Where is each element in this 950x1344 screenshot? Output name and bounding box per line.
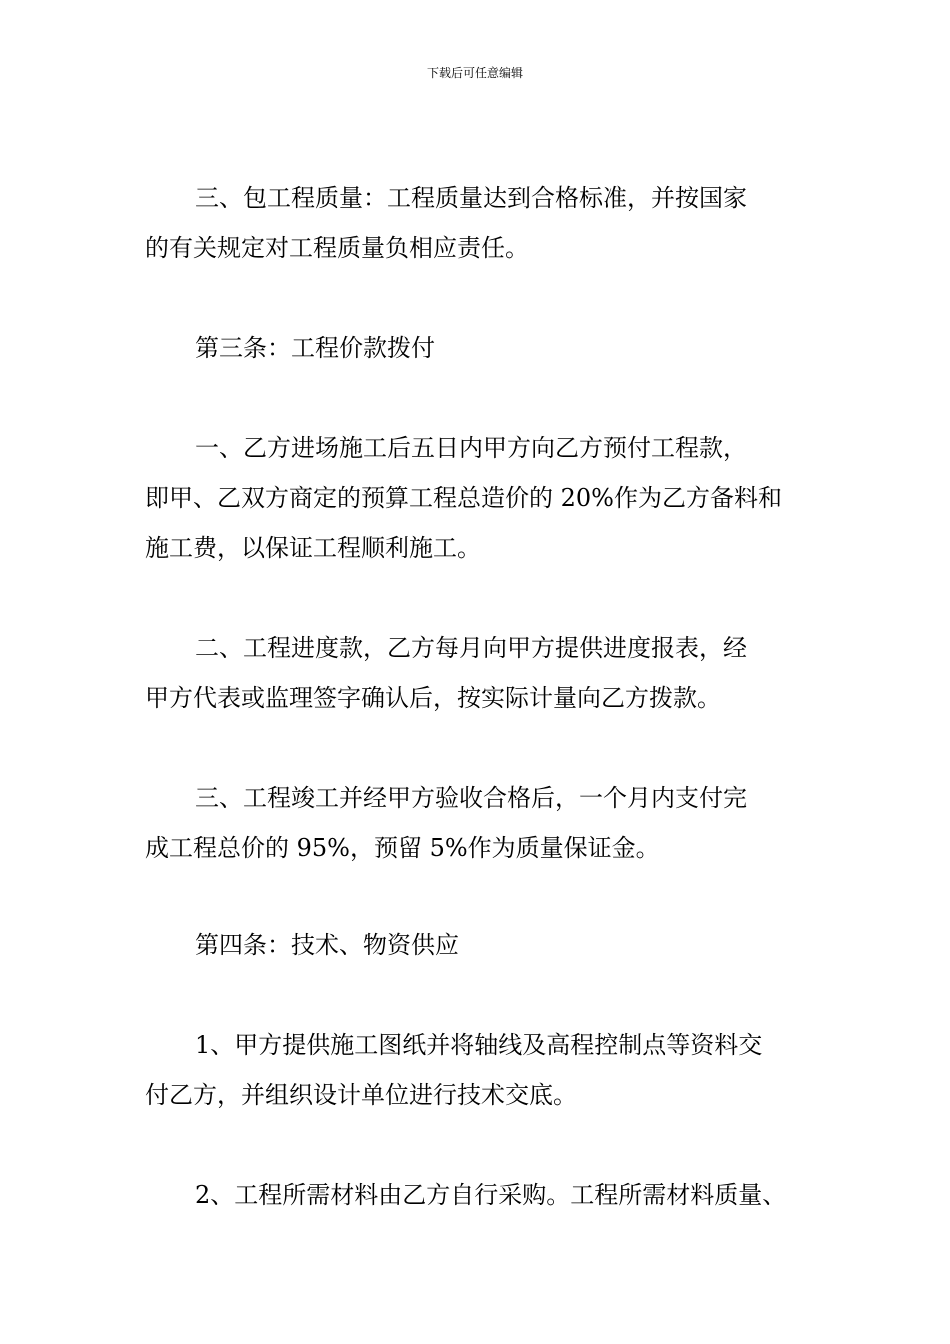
paragraph-line: 施工费，以保证工程顺利施工。 xyxy=(145,534,481,562)
paragraph-line: 1、甲方提供施工图纸并将轴线及高程控制点等资料交 xyxy=(195,1031,763,1059)
paragraph-line: 一、乙方进场施工后五日内甲方向乙方预付工程款， xyxy=(195,434,747,462)
paragraph-quality xyxy=(145,173,815,273)
paragraph-line: 即甲、乙双方商定的预算工程总造价的 20%作为乙方备料和 xyxy=(145,484,782,512)
paragraph-line: 三、包工程质量：工程质量达到合格标准，并按国家 xyxy=(195,184,747,212)
paragraph-line: 甲方代表或监理签字确认后，按实际计量向乙方拨款。 xyxy=(145,684,721,712)
paragraph-line: 付乙方，并组织设计单位进行技术交底。 xyxy=(145,1081,577,1109)
paragraph-line: 三、工程竣工并经甲方验收合格后，一个月内支付完 xyxy=(195,784,747,812)
paragraph-line: 成工程总价的 95%，预留 5%作为质量保证金。 xyxy=(145,834,660,862)
paragraph-line: 二、工程进度款，乙方每月向甲方提供进度报表，经 xyxy=(195,634,747,662)
paragraph-materials xyxy=(145,1170,815,1220)
article-3-heading xyxy=(145,323,815,373)
paragraph-progress-payment xyxy=(145,623,815,723)
paragraph-line: 第四条：技术、物资供应 xyxy=(195,931,459,959)
article-4-heading xyxy=(145,920,815,970)
paragraph-line: 的有关规定对工程质量负相应责任。 xyxy=(145,234,529,262)
paragraph-line: 2、工程所需材料由乙方自行采购。工程所需材料质量、 xyxy=(195,1181,787,1209)
paragraph-advance-payment xyxy=(145,423,815,573)
paragraph-completion-payment xyxy=(145,773,815,873)
paragraph-line: 第三条：工程价款拨付 xyxy=(195,334,435,362)
paragraph-drawings xyxy=(145,1020,815,1120)
page-header: 下载后可任意编辑 xyxy=(426,66,523,80)
